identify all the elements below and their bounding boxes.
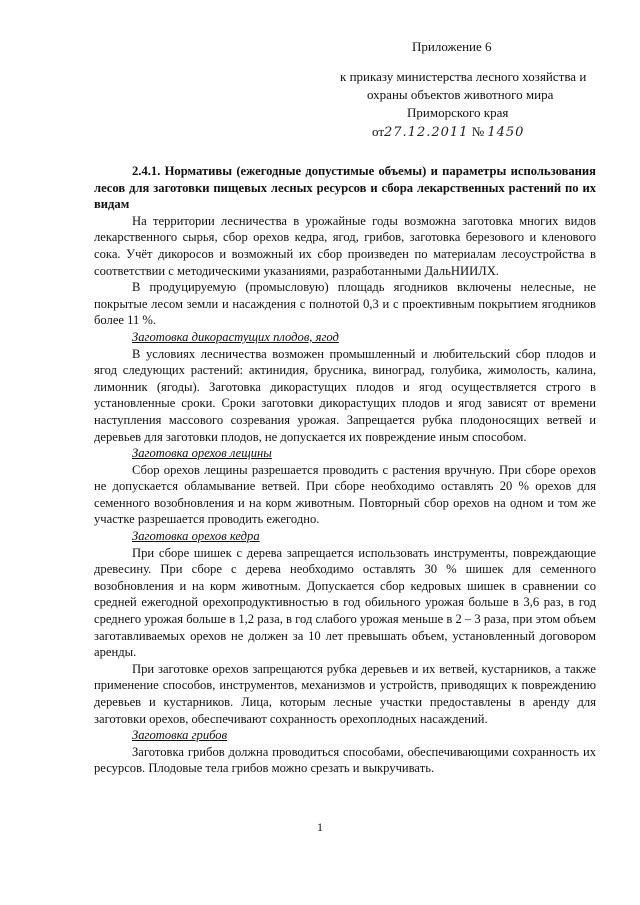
paragraph: При сборе шишек с дерева запрещается использовать инструменты, повреждающие древесину. При сборе с дерева необходимо оставлять 30 % шишек для семенного возобновления и на корм животным. Допускается сбор кедровых шишек в сравнении со средней ежегодной орехопродуктивностью в год обильного урожая больше в 3,6 раз, в год среднего урожая больше в 1,2 раза, в год слабого урожая меньше в 2 – 3 раза, при этом объем заготавливаемых орехов не должен за 10 лет превышать объем, установленный договором аренды. <box>94 545 596 660</box>
paragraph: На территории лесничества в урожайные годы возможна заготовка многих видов лекарственного сырья, сбор орехов кедра, ягод, грибов, заготовка березового и кленового сока. Учёт дикоросов и возможный их сбор произведен по материалам лесоустройства в соответствии с методическими указаниями, разработанными ДальНИИЛХ. <box>94 213 596 278</box>
subsection-title-fruits: Заготовка дикорастущих плодов, ягод <box>132 329 339 344</box>
order-date-number <box>372 124 524 140</box>
appendix-ministry-line: охраны объектов животного мира <box>367 87 554 102</box>
paragraph: При заготовке орехов запрещаются рубка деревьев и их ветвей, кустарников, а также применение способов, инструментов, механизмов и устройств, приводящих к повреждению деревьев и кустарников. Лица, которым лесные участки предоставлены в аренду для заготовки орехов, обеспечивают сохранность орехоплодных насаждений. <box>94 661 596 726</box>
handwritten-number: 1450 <box>487 125 525 140</box>
number-label: № <box>471 124 485 139</box>
appendix-region-line: Приморского края <box>407 105 509 120</box>
subsection-title-hazelnut: Заготовка орехов лещины <box>132 446 272 461</box>
subsection-title-cedar: Заготовка орехов кедра <box>132 529 260 544</box>
document-body <box>94 163 596 777</box>
paragraph: В условиях лесничества возможен промышленный и любительский сбор плодов и ягод следующих растений: актинидия, брусника, виноград, голубика, жимолость, калина, лимонник (ягоды). Заготовка дикорастущих плодов и ягод осуществляется строго в установленные сроки. Сроки заготовки дикорастущих плодов и ягод зависят от времени наступления массового созревания урожая. Запрещается рубка плодоносящих ветвей и деревьев для заготовки плодов, не допускается их повреждение иным способом. <box>94 346 596 444</box>
paragraph: Сбор орехов лещины разрешается проводить с растения вручную. При сборе орехов не допускается обламывание ветвей. При сборе необходимо оставлять 20 % орехов для семенного возобновления и на корм животным. Повторный сбор орехов на одном и том же участке разрешается проводить ежегодно. <box>94 462 596 527</box>
handwritten-date: 27.12.2011 <box>384 125 469 140</box>
appendix-title: Приложение 6 <box>412 39 492 54</box>
paragraph: В продуцируемую (промысловую) площадь ягодников включены нелесные, не покрытые лесом земли и насаждения с полнотой 0,3 и с проективным покрытием ягодников более 11 %. <box>94 280 596 328</box>
appendix-order-line: к приказу министерства лесного хозяйства и <box>340 69 587 84</box>
date-prefix: от <box>372 124 385 139</box>
paragraph: Заготовка грибов должна проводиться способами, обеспечивающими сохранность их ресурсов. Плодовые тела грибов можно срезать и выкручивать. <box>94 744 596 776</box>
section-heading: 2.4.1. Нормативы (ежегодные допустимые объемы) и параметры использования лесов для заготовки пищевых лесных ресурсов и сбора лекарственных растений по их видам <box>94 164 596 212</box>
subsection-title-mushrooms: Заготовка грибов <box>132 728 228 743</box>
page-number: 1 <box>317 820 323 834</box>
